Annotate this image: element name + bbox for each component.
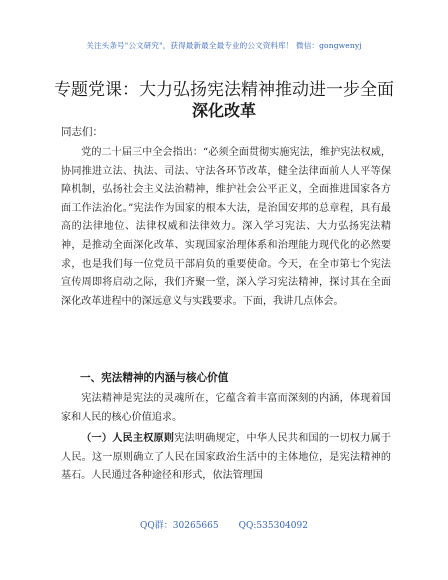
section-1-intro: 宪法精神是宪法的灵魂所在，它蕴含着丰富而深刻的内涵，体现着国家和人民的核心价值追求。 bbox=[61, 393, 391, 423]
top-banner: 关注头条号"公文研究"，获得最新最全最专业的公文资料库！ 微信：gongwenyj bbox=[86, 41, 362, 50]
footer-qq: QQ:535304092 bbox=[238, 521, 308, 531]
subsection-1-label: （一）人民主权原则 bbox=[81, 433, 175, 444]
document-title-line-2: 深化改革 bbox=[191, 101, 256, 120]
subsection-1-paragraph bbox=[61, 430, 391, 486]
intro-paragraph: 党的二十届三中全会指出：“必须全面贯彻实施宪法，维护宪法权威，协同推进立法、执法、司法、守法各环节改革，健全法律面前人人平等保障机制，弘扬社会主义法治精神，维护社会公平正义，全面推进国家各方面工作法治化。”宪法作为国家的根本大法，是治国安邦的总章程，具有最高的法律地位、法律权威和法律效力。深入学习宪法、大力弘扬宪法精神，是推动全面深化改革、实现国家治理体系和治理能力现代化的必然要求，也是我们每一位党员干部肩负的重要使命。今天，在全市第七个宪法宣传周即将启动之际，我们齐聚一堂，深入学习宪法精神，探讨其在全面深化改革进程中的深远意义与实践要求。下面，我讲几点体会。 bbox=[61, 147, 391, 307]
footer-qq-group: QQ群：30265665 bbox=[140, 521, 219, 531]
section-heading-1: 一、宪法精神的内涵与核心价值 bbox=[80, 372, 229, 384]
footer-contact bbox=[0, 518, 448, 531]
subsection-1-text: 宪法明确规定，中华人民共和国的一切权力属于人民。这一原则确立了人民在国家政治生活中的主体地位，是宪法精神的基石。人民通过各种途径和形式，依法管理国 bbox=[61, 433, 391, 482]
document-title-line-1: 专题党课：大力弘扬宪法精神推动进一步全面 bbox=[54, 80, 394, 100]
greeting: 同志们： bbox=[61, 126, 103, 138]
